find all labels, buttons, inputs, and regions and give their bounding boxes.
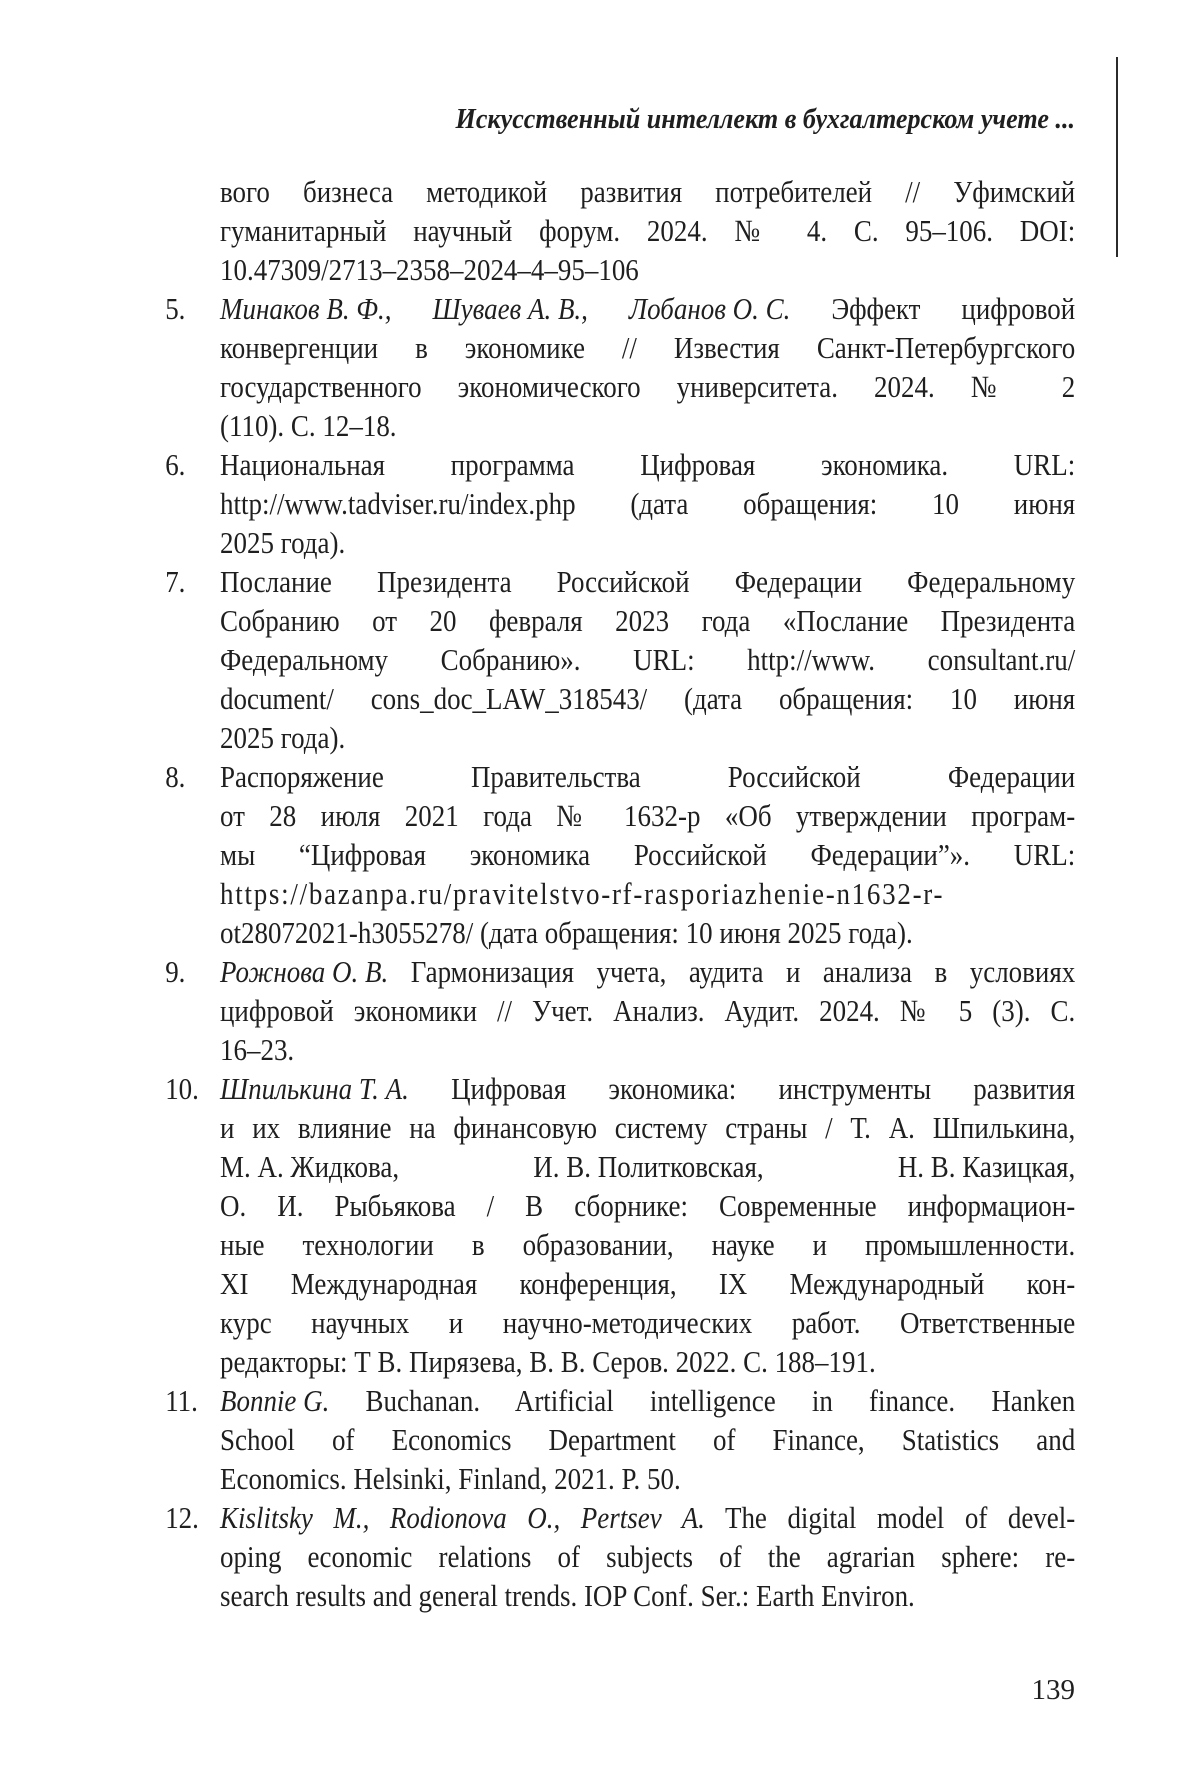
text-line <box>220 1459 1075 1498</box>
text-segment: от 28 июля 2021 года № 1632-р «Об утверждении програм- <box>220 798 1076 833</box>
text-segment: государственного экономического университета. 2024. № 2 <box>220 369 1076 404</box>
text-segment: Послание Президента Российской Федерации Федеральному <box>220 564 1076 599</box>
text-line <box>220 1108 1075 1147</box>
reference-number: 10. <box>165 1071 199 1106</box>
text-line <box>220 406 1075 445</box>
text-segment: XI Международная конференция, IX Международный кон- <box>220 1266 1076 1301</box>
text-line <box>220 562 1075 601</box>
text-segment: Распоряжение Правительства Российской Федерации <box>220 759 1076 794</box>
text-line <box>220 1069 1075 1108</box>
text-segment: 2025 года). <box>220 525 346 560</box>
text-line <box>220 796 1075 835</box>
reference-number: 12. <box>165 1500 199 1535</box>
text-segment: Н. В. Казицкая, <box>897 1149 1076 1184</box>
text-segment: вого бизнеса методикой развития потребителей // Уфимский <box>220 174 1076 209</box>
text-segment: 2025 года). <box>220 720 346 755</box>
text-segment: oping economic relations of subjects of the agrarian sphere: re- <box>220 1539 1076 1574</box>
text-segment: document/ cons_doc_LAW_318543/ (дата обращения: 10 июня <box>220 681 1076 716</box>
text-segment: Гармонизация учета, аудита и анализа в условиях <box>388 954 1076 989</box>
reference-item <box>165 757 1076 952</box>
text-segment: http://www.tadviser.ru/index.php (дата обращения: 10 июня <box>220 486 1076 521</box>
text-line <box>220 952 1075 991</box>
intro-continuation-paragraph <box>220 172 1075 289</box>
text-line <box>220 445 1075 484</box>
text-line <box>220 718 1075 757</box>
reference-item <box>165 289 1076 445</box>
text-segment: Рожнова О. В. <box>220 954 389 989</box>
reference-item <box>165 1498 1076 1615</box>
text-line <box>220 523 1075 562</box>
text-segment <box>588 291 629 326</box>
text-line <box>220 1303 1075 1342</box>
text-segment: Эффект цифровой <box>790 291 1076 326</box>
text-line <box>220 1186 1075 1225</box>
text-segment: редакторы: Т В. Пирязева, В. В. Серов. 2022. С. 188–191. <box>220 1344 876 1379</box>
text-segment: Buchanan. Artificial intelligence in finance. Hanken <box>329 1383 1076 1418</box>
text-line <box>220 289 1075 328</box>
reference-number: 9. <box>165 954 186 989</box>
text-segment: (110). С. 12–18. <box>220 408 397 443</box>
text-segment: Шпилькина Т. А. <box>220 1071 409 1106</box>
reference-item <box>165 562 1076 757</box>
text-segment: 10.47309/2713–2358–2024–4–95–106 <box>220 252 639 287</box>
reference-number: 5. <box>165 291 186 326</box>
text-segment: гуманитарный научный форум. 2024. № 4. С. 95–106. DOI: <box>220 213 1076 248</box>
text-line <box>220 1498 1075 1537</box>
text-segment: и их влияние на финансовую систему страны / Т. А. Шпилькина, <box>220 1110 1076 1145</box>
text-line <box>220 484 1075 523</box>
reference-number: 7. <box>165 564 186 599</box>
references-section <box>165 172 1076 1615</box>
text-line <box>220 367 1075 406</box>
reference-item <box>165 952 1076 1069</box>
text-line <box>220 211 1075 250</box>
text-segment: School of Economics Department of Finance, Statistics and <box>220 1422 1076 1457</box>
text-line <box>220 835 1075 874</box>
text-segment: И. В. Политковская, <box>533 1149 764 1184</box>
text-segment: Минаков В. Ф., <box>220 291 392 326</box>
text-segment: ot28072021-h3055278/ (дата обращения: 10 июня 2025 года). <box>220 915 913 950</box>
text-segment: search results and general trends. IOP Conf. Ser.: Earth Environ. <box>220 1578 915 1613</box>
text-line <box>220 328 1075 367</box>
text-segment: Economics. Helsinki, Finland, 2021. P. 50. <box>220 1461 681 1496</box>
text-line <box>220 1147 1075 1186</box>
text-line <box>220 1342 1075 1381</box>
text-line <box>220 1537 1075 1576</box>
text-line <box>220 1420 1075 1459</box>
text-segment: Федеральному Собранию». URL: http://www. consultant.ru/ <box>220 642 1076 677</box>
text-segment: О. И. Рыбьякова / В сборнике: Современные информацион- <box>220 1188 1076 1223</box>
text-line <box>220 913 1075 952</box>
text-segment: ные технологии в образовании, науке и промышленности. <box>220 1227 1076 1262</box>
reference-item <box>165 1069 1076 1381</box>
text-line <box>220 640 1075 679</box>
text-line <box>220 1264 1075 1303</box>
text-line <box>220 1576 1075 1615</box>
text-segment: Kislitsky M., Rodionova O., Pertsev A. <box>220 1500 705 1535</box>
text-segment: цифровой экономики // Учет. Анализ. Аудит. 2024. № 5 (3). С. <box>220 993 1076 1028</box>
text-segment: 16–23. <box>220 1032 295 1067</box>
reference-item <box>165 1381 1076 1498</box>
text-line <box>220 601 1075 640</box>
text-segment: курс научных и научно-методических работ. Ответственные <box>220 1305 1076 1340</box>
text-segment <box>764 1149 898 1184</box>
reference-number: 11. <box>165 1383 198 1418</box>
reference-number: 8. <box>165 759 186 794</box>
text-segment: https://bazanpa.ru/pravitelstvo-rf-rasporiazhenie-n1632-r- <box>220 876 945 911</box>
text-segment: Лобанов О. С. <box>628 291 791 326</box>
text-line <box>220 1381 1075 1420</box>
page-edge-rule <box>1116 57 1118 257</box>
text-segment: Собранию от 20 февраля 2023 года «Послание Президента <box>220 603 1076 638</box>
reference-item <box>165 445 1076 562</box>
text-line <box>220 1030 1075 1069</box>
text-segment: Шуваев А. В., <box>432 291 588 326</box>
text-segment: мы “Цифровая экономика Российской Федерации”». URL: <box>220 837 1076 872</box>
text-line <box>220 1225 1075 1264</box>
page-number: 139 <box>1031 1674 1075 1706</box>
text-segment: Национальная программа Цифровая экономика. URL: <box>220 447 1076 482</box>
running-head-title: Искусственный интеллект в бухгалтерском учете ... <box>455 103 1075 135</box>
text-segment: Bonnie G. <box>220 1383 330 1418</box>
text-line <box>220 874 1075 913</box>
reference-number: 6. <box>165 447 186 482</box>
text-segment <box>399 1149 533 1184</box>
text-segment: Цифровая экономика: инструменты развития <box>408 1071 1076 1106</box>
text-segment: конвергенции в экономике // Известия Санкт-Петербургского <box>220 330 1076 365</box>
text-line <box>220 757 1075 796</box>
text-line <box>220 172 1075 211</box>
text-line <box>220 679 1075 718</box>
text-segment <box>391 291 432 326</box>
text-line <box>220 250 1075 289</box>
text-segment: М. А. Жидкова, <box>220 1149 400 1184</box>
text-line <box>220 991 1075 1030</box>
text-segment: The digital model of devel- <box>704 1500 1076 1535</box>
references-list <box>165 289 1076 1615</box>
